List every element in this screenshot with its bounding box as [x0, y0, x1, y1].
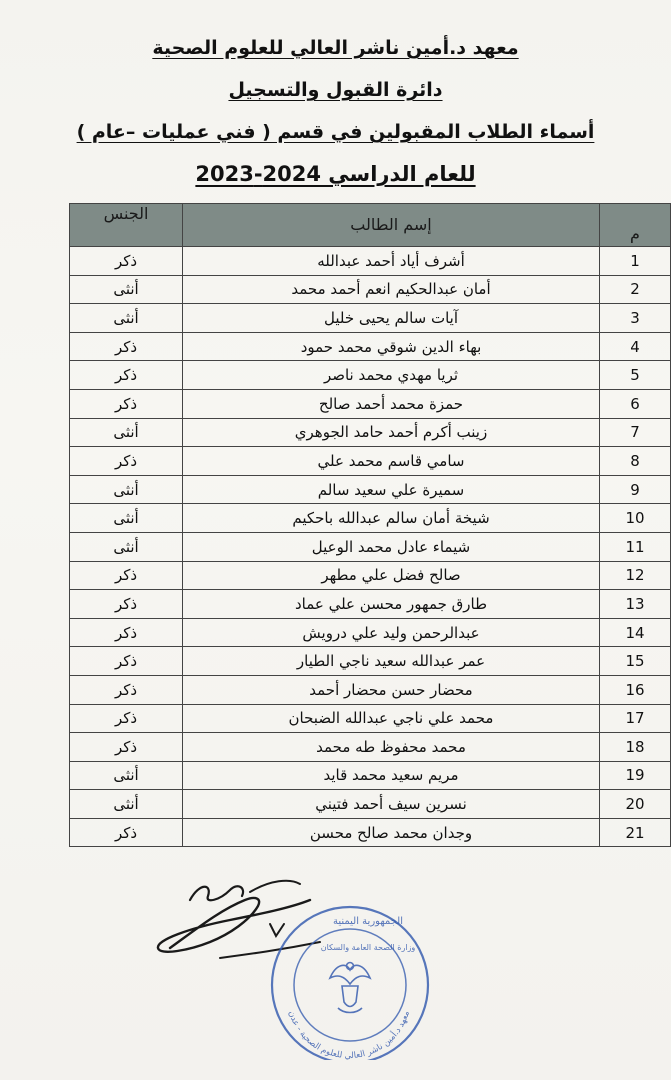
student-gender: ذكر	[70, 332, 183, 361]
student-name: محضار حسن محضار أحمد	[183, 675, 600, 704]
table-header-row	[70, 204, 671, 247]
eagle-emblem-icon	[330, 963, 370, 1013]
row-number: 13	[600, 590, 671, 619]
row-number: 4	[600, 332, 671, 361]
row-number: 2	[600, 275, 671, 304]
student-name: آيات سالم يحيى خليل	[183, 304, 600, 333]
student-gender: ذكر	[70, 447, 183, 476]
stamp-ministry-text: وزارة الصحة العامة والسكان	[320, 943, 416, 952]
table-row	[70, 647, 671, 676]
student-gender: ذكر	[70, 561, 183, 590]
table-row	[70, 332, 671, 361]
student-name: شيخة أمان سالم عبدالله باحكيم	[183, 504, 600, 533]
student-name: محمد محفوظ طه محمد	[183, 733, 600, 762]
student-name: أمان عبدالحكيم انعم أحمد محمد	[183, 275, 600, 304]
student-gender: ذكر	[70, 590, 183, 619]
header-gender: الجنس	[70, 204, 183, 247]
row-number: 3	[600, 304, 671, 333]
student-gender: ذكر	[70, 389, 183, 418]
table-row	[70, 618, 671, 647]
student-gender: ذكر	[70, 247, 183, 276]
row-number: 16	[600, 675, 671, 704]
student-gender: ذكر	[70, 733, 183, 762]
institute-title: معهد د.أمين ناشر العالي للعلوم الصحية	[152, 37, 519, 59]
header-name: إسم الطالب	[183, 204, 600, 247]
table-row	[70, 675, 671, 704]
table-row	[70, 418, 671, 447]
department-title: دائرة القبول والتسجيل	[228, 79, 443, 101]
row-number: 19	[600, 761, 671, 790]
student-name: محمد علي ناجي عبدالله الضبحان	[183, 704, 600, 733]
table-row	[70, 275, 671, 304]
row-number: 18	[600, 733, 671, 762]
student-name: سامي قاسم محمد علي	[183, 447, 600, 476]
stamp-ring-text: معهد د.أمين ناشر العالي للعلوم الصحية - عدن	[286, 1009, 412, 1060]
table-row	[70, 704, 671, 733]
student-name: وجدان محمد صالح محسن	[183, 818, 600, 847]
row-number: 6	[600, 389, 671, 418]
row-number: 12	[600, 561, 671, 590]
student-name: عمر عبدالله سعيد ناجي الطيار	[183, 647, 600, 676]
student-name: زينب أكرم أحمد حامد الجوهري	[183, 418, 600, 447]
table-row	[70, 590, 671, 619]
table-row	[70, 389, 671, 418]
row-number: 14	[600, 618, 671, 647]
student-gender: أنثى	[70, 532, 183, 561]
student-name: نسرين سيف أحمد فتيني	[183, 790, 600, 819]
student-gender: أنثى	[70, 275, 183, 304]
student-name: مريم سعيد محمد قايد	[183, 761, 600, 790]
student-gender: ذكر	[70, 704, 183, 733]
student-gender: ذكر	[70, 818, 183, 847]
list-title: أسماء الطلاب المقبولين في قسم ( فني عمليات –عام )	[76, 121, 595, 143]
student-gender: أنثى	[70, 418, 183, 447]
student-name: شيماء عادل محمد الوعيل	[183, 532, 600, 561]
student-gender: أنثى	[70, 790, 183, 819]
table-row	[70, 532, 671, 561]
student-gender: أنثى	[70, 475, 183, 504]
header-number: م	[600, 204, 671, 247]
table-row	[70, 818, 671, 847]
row-number: 17	[600, 704, 671, 733]
table-row	[70, 304, 671, 333]
student-gender: ذكر	[70, 647, 183, 676]
student-name: ثريا مهدي محمد ناصر	[183, 361, 600, 390]
student-name: طارق جمهور محسن علي عماد	[183, 590, 600, 619]
table-row	[70, 504, 671, 533]
row-number: 5	[600, 361, 671, 390]
row-number: 15	[600, 647, 671, 676]
table-body	[70, 247, 671, 847]
student-name: بهاء الدين شوقي محمد حمود	[183, 332, 600, 361]
row-number: 21	[600, 818, 671, 847]
table-row	[70, 761, 671, 790]
official-stamp	[258, 900, 438, 1060]
row-number: 10	[600, 504, 671, 533]
table-row	[70, 447, 671, 476]
student-gender: ذكر	[70, 675, 183, 704]
row-number: 7	[600, 418, 671, 447]
student-name: سميرة علي سعيد سالم	[183, 475, 600, 504]
academic-year: للعام الدراسي 2024-2023	[195, 162, 476, 186]
row-number: 20	[600, 790, 671, 819]
stamp-top-text: الجمهورية اليمنية	[332, 916, 404, 927]
student-gender: أنثى	[70, 761, 183, 790]
table-row	[70, 475, 671, 504]
row-number: 11	[600, 532, 671, 561]
table-row	[70, 790, 671, 819]
student-name: حمزة محمد أحمد صالح	[183, 389, 600, 418]
student-name: عبدالرحمن وليد علي درويش	[183, 618, 600, 647]
table-row	[70, 247, 671, 276]
student-gender: ذكر	[70, 361, 183, 390]
table-row	[70, 733, 671, 762]
student-gender: أنثى	[70, 504, 183, 533]
table-row	[70, 561, 671, 590]
student-name: أشرف أياد أحمد عبدالله	[183, 247, 600, 276]
student-gender: أنثى	[70, 304, 183, 333]
row-number: 9	[600, 475, 671, 504]
student-gender: ذكر	[70, 618, 183, 647]
document-header	[0, 36, 671, 204]
row-number: 8	[600, 447, 671, 476]
student-name: صالح فضل علي مطهر	[183, 561, 600, 590]
students-table	[69, 203, 671, 847]
table-row	[70, 361, 671, 390]
row-number: 1	[600, 247, 671, 276]
